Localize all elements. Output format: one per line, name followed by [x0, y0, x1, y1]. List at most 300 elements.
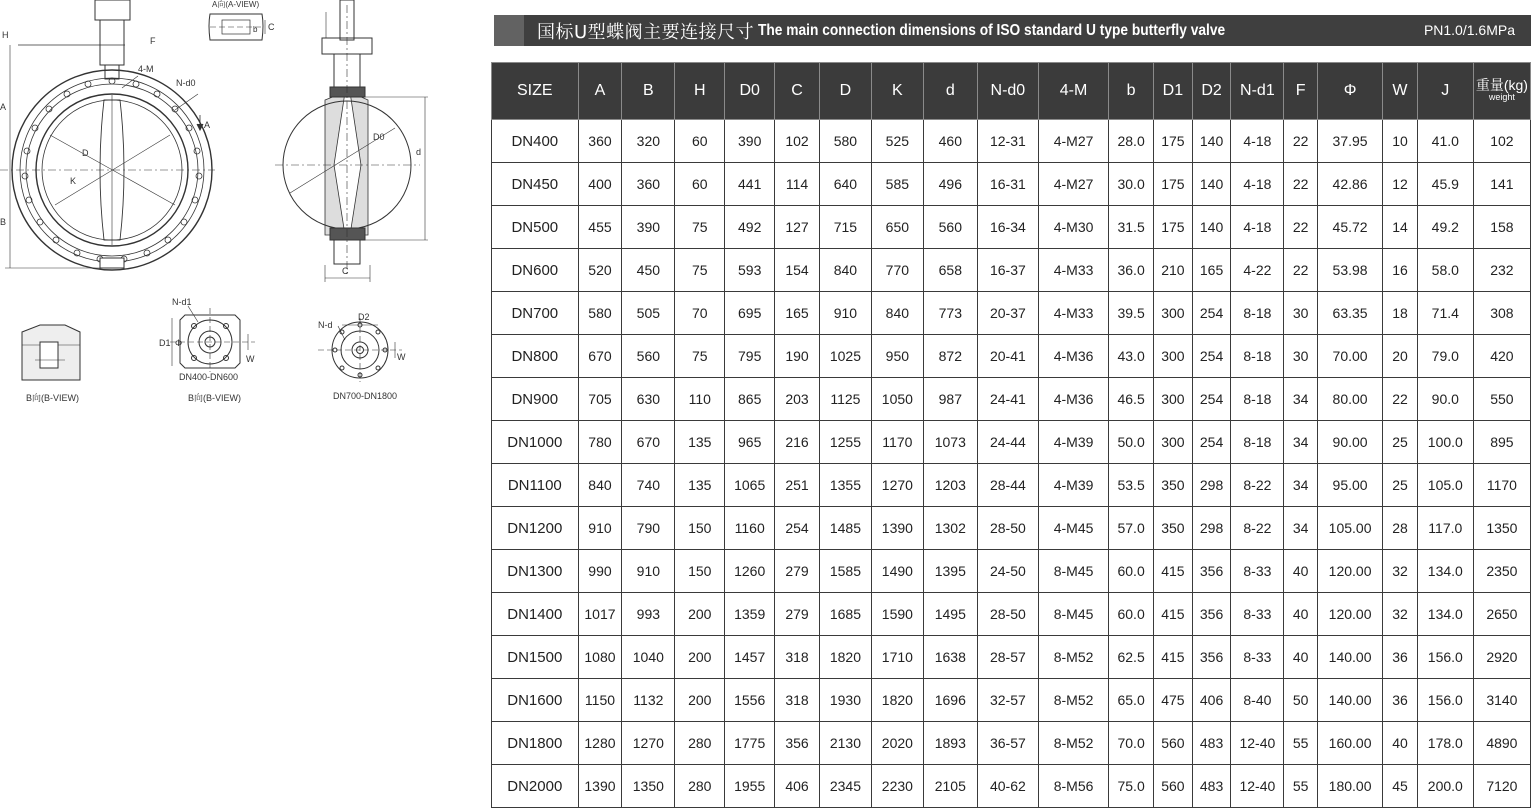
table-cell: 45.9: [1417, 163, 1473, 206]
table-cell: 580: [819, 120, 871, 163]
front-view: [0, 0, 215, 270]
table-cell: 165: [775, 292, 820, 335]
table-cell: 140.00: [1317, 636, 1382, 679]
table-cell: 705: [578, 378, 622, 421]
table-cell: 12: [1383, 163, 1418, 206]
table-cell: 24-41: [977, 378, 1038, 421]
table-cell: 75: [675, 206, 725, 249]
weight-header-en: weight: [1488, 92, 1515, 102]
table-cell: 740: [622, 464, 675, 507]
column-header-weight: [1473, 63, 1530, 120]
table-cell: 175: [1154, 206, 1193, 249]
column-header: 4-M: [1038, 63, 1108, 120]
table-cell: 350: [1154, 464, 1193, 507]
column-header: C: [775, 63, 820, 120]
table-cell: 158: [1473, 206, 1530, 249]
table-cell: 8-33: [1231, 636, 1284, 679]
table-cell: 210: [1154, 249, 1193, 292]
n-d0-label: N-d0: [176, 78, 196, 88]
table-cell: 4-18: [1231, 163, 1284, 206]
table-cell: 175: [1154, 163, 1193, 206]
table-cell: 550: [1473, 378, 1530, 421]
dim-h-label: H: [2, 30, 9, 40]
table-cell: 60.0: [1109, 550, 1154, 593]
table-cell: 28.0: [1109, 120, 1154, 163]
table-cell: 715: [819, 206, 871, 249]
table-cell: 585: [871, 163, 923, 206]
table-cell: 910: [578, 507, 622, 550]
n-d-label: N-d: [318, 320, 333, 330]
table-cell: 300: [1154, 335, 1193, 378]
table-cell: 12-40: [1231, 765, 1284, 808]
table-cell: 8-M52: [1038, 722, 1108, 765]
table-cell: 135: [675, 464, 725, 507]
table-cell: 28-44: [977, 464, 1038, 507]
table-cell: 4-22: [1231, 249, 1284, 292]
table-cell: 4-M33: [1038, 249, 1108, 292]
table-cell: 2105: [923, 765, 977, 808]
title-accent: [494, 15, 524, 46]
table-cell: 134.0: [1417, 593, 1473, 636]
table-cell: 441: [725, 163, 775, 206]
table-cell: 70.00: [1317, 335, 1382, 378]
table-cell: 993: [622, 593, 675, 636]
table-cell: 406: [775, 765, 820, 808]
column-header: A: [578, 63, 622, 120]
size-cell: DN1600: [492, 679, 579, 722]
table-cell: 1017: [578, 593, 622, 636]
table-cell: 2350: [1473, 550, 1530, 593]
table-cell: 670: [622, 421, 675, 464]
table-cell: 53.98: [1317, 249, 1382, 292]
table-cell: 42.86: [1317, 163, 1382, 206]
table-cell: 140: [1192, 206, 1231, 249]
table-cell: 4-M27: [1038, 163, 1108, 206]
table-cell: 50.0: [1109, 421, 1154, 464]
table-cell: 8-22: [1231, 464, 1284, 507]
table-cell: 53.5: [1109, 464, 1154, 507]
column-header: B: [622, 63, 675, 120]
column-header: D2: [1192, 63, 1231, 120]
table-cell: 254: [1192, 378, 1231, 421]
table-cell: 8-M56: [1038, 765, 1108, 808]
table-cell: 232: [1473, 249, 1530, 292]
table-cell: 254: [1192, 421, 1231, 464]
table-cell: 22: [1284, 206, 1318, 249]
table-cell: 40: [1284, 636, 1318, 679]
table-row: [492, 722, 1531, 765]
b-view-caption-2: B向(B-VIEW): [188, 393, 241, 403]
table-cell: 58.0: [1417, 249, 1473, 292]
table-cell: 1073: [923, 421, 977, 464]
table-row: [492, 292, 1531, 335]
table-cell: 1203: [923, 464, 977, 507]
table-cell: 4-18: [1231, 120, 1284, 163]
table-row: [492, 550, 1531, 593]
table-cell: 865: [725, 378, 775, 421]
table-cell: 16-31: [977, 163, 1038, 206]
table-cell: 1270: [871, 464, 923, 507]
table-cell: 658: [923, 249, 977, 292]
table-cell: 10: [1383, 120, 1418, 163]
column-header: D: [819, 63, 871, 120]
table-cell: 950: [871, 335, 923, 378]
column-header: N-d1: [1231, 63, 1284, 120]
table-cell: 650: [871, 206, 923, 249]
table-cell: 34: [1284, 464, 1318, 507]
table-row: [492, 378, 1531, 421]
dim-b-label: B: [0, 217, 7, 227]
valve-drawing: [0, 0, 490, 420]
table-cell: 300: [1154, 378, 1193, 421]
size-cell: DN450: [492, 163, 579, 206]
table-cell: 40-62: [977, 765, 1038, 808]
table-cell: 406: [1192, 679, 1231, 722]
table-cell: 492: [725, 206, 775, 249]
table-cell: 46.5: [1109, 378, 1154, 421]
table-cell: 32-57: [977, 679, 1038, 722]
table-cell: 483: [1192, 765, 1231, 808]
table-cell: 3140: [1473, 679, 1530, 722]
table-cell: 1820: [819, 636, 871, 679]
table-cell: 1260: [725, 550, 775, 593]
table-body: [492, 120, 1531, 808]
table-cell: 8-18: [1231, 421, 1284, 464]
dim-d0-label: D0: [373, 132, 385, 142]
table-cell: 216: [775, 421, 820, 464]
table-cell: 30.0: [1109, 163, 1154, 206]
table-cell: 640: [819, 163, 871, 206]
n-d1-label: N-d1: [172, 297, 192, 307]
technical-drawings: [0, 0, 490, 800]
table-cell: 1390: [871, 507, 923, 550]
table-cell: 1820: [871, 679, 923, 722]
dim-d-small-label: d: [416, 147, 422, 157]
table-cell: 1556: [725, 679, 775, 722]
table-cell: 70.0: [1109, 722, 1154, 765]
column-header: D0: [725, 63, 775, 120]
table-cell: 840: [871, 292, 923, 335]
table-row: [492, 679, 1531, 722]
table-cell: 1150: [578, 679, 622, 722]
table-cell: 4-M39: [1038, 464, 1108, 507]
b-view-caption-1: B向(B-VIEW): [26, 393, 79, 403]
table-cell: 520: [578, 249, 622, 292]
table-cell: 203: [775, 378, 820, 421]
table-cell: 34: [1284, 378, 1318, 421]
table-cell: 415: [1154, 550, 1193, 593]
table-row: [492, 636, 1531, 679]
table-cell: 415: [1154, 636, 1193, 679]
table-cell: 356: [1192, 636, 1231, 679]
table-cell: 140.00: [1317, 679, 1382, 722]
table-cell: 1485: [819, 507, 871, 550]
table-cell: 8-33: [1231, 550, 1284, 593]
size-cell: DN500: [492, 206, 579, 249]
table-row: [492, 335, 1531, 378]
dim-d1-label: D1: [159, 338, 171, 348]
table-cell: 32: [1383, 593, 1418, 636]
table-cell: 200.0: [1417, 765, 1473, 808]
table-cell: 1710: [871, 636, 923, 679]
table-cell: 990: [578, 550, 622, 593]
table-cell: 200: [675, 593, 725, 636]
table-cell: 1893: [923, 722, 977, 765]
dim-b-small-label: b: [253, 25, 258, 34]
table-cell: 4-M30: [1038, 206, 1108, 249]
table-cell: 71.4: [1417, 292, 1473, 335]
table-cell: 55: [1284, 722, 1318, 765]
table-cell: 280: [675, 722, 725, 765]
table-cell: 483: [1192, 722, 1231, 765]
table-cell: 37.95: [1317, 120, 1382, 163]
table-cell: 773: [923, 292, 977, 335]
table-cell: 420: [1473, 335, 1530, 378]
column-header: H: [675, 63, 725, 120]
table-cell: 200: [675, 636, 725, 679]
table-cell: 560: [923, 206, 977, 249]
dim-c-bottom-label: C: [342, 266, 349, 276]
table-cell: 120.00: [1317, 593, 1382, 636]
view-a-arrow-label: A: [204, 120, 211, 130]
table-cell: 20-41: [977, 335, 1038, 378]
b-view-section: [22, 325, 80, 380]
table-cell: 965: [725, 421, 775, 464]
size-cell: DN1800: [492, 722, 579, 765]
range-large-caption: DN700-DN1800: [333, 391, 398, 401]
table-cell: 30: [1284, 335, 1318, 378]
title-english: The main connection dimensions of ISO standard U type butterfly valve: [758, 21, 1226, 39]
table-cell: 390: [725, 120, 775, 163]
weight-header-cn: 重量(kg): [1475, 77, 1528, 93]
table-cell: 60.0: [1109, 593, 1154, 636]
table-cell: 280: [675, 765, 725, 808]
table-cell: 1638: [923, 636, 977, 679]
table-cell: 560: [1154, 765, 1193, 808]
table-cell: 1170: [871, 421, 923, 464]
table-cell: 30: [1284, 292, 1318, 335]
table-cell: 28-50: [977, 507, 1038, 550]
table-cell: 279: [775, 550, 820, 593]
table-cell: 100.0: [1417, 421, 1473, 464]
table-cell: 4-M39: [1038, 421, 1108, 464]
table-cell: 360: [622, 163, 675, 206]
table-cell: 40: [1284, 593, 1318, 636]
table-cell: 28: [1383, 507, 1418, 550]
table-cell: 251: [775, 464, 820, 507]
table-cell: 2130: [819, 722, 871, 765]
table-row: [492, 163, 1531, 206]
table-cell: 279: [775, 593, 820, 636]
table-cell: 141: [1473, 163, 1530, 206]
table-cell: 1775: [725, 722, 775, 765]
table-cell: 120.00: [1317, 550, 1382, 593]
column-header: D1: [1154, 63, 1193, 120]
table-cell: 8-M45: [1038, 593, 1108, 636]
table-cell: 105.00: [1317, 507, 1382, 550]
table-cell: 318: [775, 679, 820, 722]
size-cell: DN700: [492, 292, 579, 335]
table-cell: 50: [1284, 679, 1318, 722]
table-row: [492, 507, 1531, 550]
table-cell: 45: [1383, 765, 1418, 808]
table-cell: 28-57: [977, 636, 1038, 679]
table-cell: 4-M33: [1038, 292, 1108, 335]
table-cell: 16: [1383, 249, 1418, 292]
size-cell: DN1300: [492, 550, 579, 593]
table-cell: 1490: [871, 550, 923, 593]
table-cell: 16-37: [977, 249, 1038, 292]
table-cell: 460: [923, 120, 977, 163]
table-cell: 45.72: [1317, 206, 1382, 249]
table-cell: 32: [1383, 550, 1418, 593]
size-cell: DN1200: [492, 507, 579, 550]
table-cell: 49.2: [1417, 206, 1473, 249]
dim-w-label: W: [246, 354, 255, 364]
table-cell: 1080: [578, 636, 622, 679]
table-cell: 22: [1284, 249, 1318, 292]
table-cell: 180.00: [1317, 765, 1382, 808]
table-cell: 475: [1154, 679, 1193, 722]
dim-a-label: A: [0, 102, 7, 112]
table-cell: 505: [622, 292, 675, 335]
table-cell: 1125: [819, 378, 871, 421]
table-cell: 1390: [578, 765, 622, 808]
table-row: [492, 249, 1531, 292]
table-cell: 1955: [725, 765, 775, 808]
table-header-row: [492, 63, 1531, 120]
column-header: SIZE: [492, 63, 579, 120]
dim-w2-label: W: [397, 352, 406, 362]
table-cell: 16-34: [977, 206, 1038, 249]
table-cell: 780: [578, 421, 622, 464]
table-cell: 8-22: [1231, 507, 1284, 550]
title-bar: [494, 15, 1531, 46]
table-cell: 840: [819, 249, 871, 292]
dim-d2-label: D2: [358, 312, 370, 322]
table-cell: 43.0: [1109, 335, 1154, 378]
table-cell: 95.00: [1317, 464, 1382, 507]
a-view-label: A向(A-VIEW): [212, 0, 260, 9]
table-cell: 1395: [923, 550, 977, 593]
table-cell: 57.0: [1109, 507, 1154, 550]
table-cell: 7120: [1473, 765, 1530, 808]
table-cell: 987: [923, 378, 977, 421]
table-cell: 1355: [819, 464, 871, 507]
table-cell: 1270: [622, 722, 675, 765]
side-view: [275, 0, 428, 282]
table-cell: 560: [1154, 722, 1193, 765]
table-cell: 4-M36: [1038, 335, 1108, 378]
table-cell: 117.0: [1417, 507, 1473, 550]
four-m-label: 4-M: [138, 64, 154, 74]
size-cell: DN1100: [492, 464, 579, 507]
table-cell: 790: [622, 507, 675, 550]
table-cell: 1685: [819, 593, 871, 636]
table-cell: 150: [675, 550, 725, 593]
column-header: N-d0: [977, 63, 1038, 120]
table-row: [492, 464, 1531, 507]
table-cell: 350: [1154, 507, 1193, 550]
table-cell: 4-M45: [1038, 507, 1108, 550]
table-cell: 298: [1192, 464, 1231, 507]
table-cell: 840: [578, 464, 622, 507]
table-cell: 356: [1192, 550, 1231, 593]
table-cell: 400: [578, 163, 622, 206]
table-cell: 156.0: [1417, 636, 1473, 679]
table-cell: 300: [1154, 421, 1193, 464]
range-small-caption: DN400-DN600: [179, 372, 239, 382]
column-header: K: [871, 63, 923, 120]
table-cell: 1050: [871, 378, 923, 421]
table-cell: 20: [1383, 335, 1418, 378]
table-cell: 360: [578, 120, 622, 163]
table-cell: 79.0: [1417, 335, 1473, 378]
table-cell: 36: [1383, 636, 1418, 679]
size-cell: DN2000: [492, 765, 579, 808]
table-cell: 695: [725, 292, 775, 335]
title-chinese: 国标U型蝶阀主要连接尺寸: [537, 21, 755, 43]
column-header: Φ: [1317, 63, 1382, 120]
size-cell: DN400: [492, 120, 579, 163]
table-cell: 2650: [1473, 593, 1530, 636]
table-cell: 36: [1383, 679, 1418, 722]
table-cell: 320: [622, 120, 675, 163]
table-cell: 41.0: [1417, 120, 1473, 163]
table-cell: 1280: [578, 722, 622, 765]
table-cell: 70: [675, 292, 725, 335]
table-cell: 356: [1192, 593, 1231, 636]
table-cell: 630: [622, 378, 675, 421]
table-cell: 135: [675, 421, 725, 464]
table-cell: 34: [1284, 507, 1318, 550]
table-cell: 795: [725, 335, 775, 378]
column-header: W: [1383, 63, 1418, 120]
size-cell: DN800: [492, 335, 579, 378]
b-view-small-flange: [170, 306, 255, 372]
table-cell: 75.0: [1109, 765, 1154, 808]
table-cell: 156.0: [1417, 679, 1473, 722]
table-cell: 1590: [871, 593, 923, 636]
table-cell: 415: [1154, 593, 1193, 636]
pressure-rating: PN1.0/1.6MPa: [1423, 22, 1515, 38]
table-cell: 298: [1192, 507, 1231, 550]
dimensions-table: [491, 62, 1531, 808]
table-cell: 22: [1284, 163, 1318, 206]
table-cell: 154: [775, 249, 820, 292]
table-cell: 24-44: [977, 421, 1038, 464]
table-cell: 31.5: [1109, 206, 1154, 249]
table-cell: 175: [1154, 120, 1193, 163]
table-cell: 36-57: [977, 722, 1038, 765]
table-cell: 1170: [1473, 464, 1530, 507]
table-cell: 63.35: [1317, 292, 1382, 335]
table-row: [492, 421, 1531, 464]
table-cell: 160.00: [1317, 722, 1382, 765]
table-cell: 102: [775, 120, 820, 163]
table-cell: 105.0: [1417, 464, 1473, 507]
table-cell: 140: [1192, 120, 1231, 163]
size-cell: DN1500: [492, 636, 579, 679]
table-cell: 8-M45: [1038, 550, 1108, 593]
table-cell: 560: [622, 335, 675, 378]
table-cell: 102: [1473, 120, 1530, 163]
table-cell: 12-40: [1231, 722, 1284, 765]
table-cell: 872: [923, 335, 977, 378]
table-cell: 34: [1284, 421, 1318, 464]
column-header: F: [1284, 63, 1318, 120]
table-cell: 39.5: [1109, 292, 1154, 335]
